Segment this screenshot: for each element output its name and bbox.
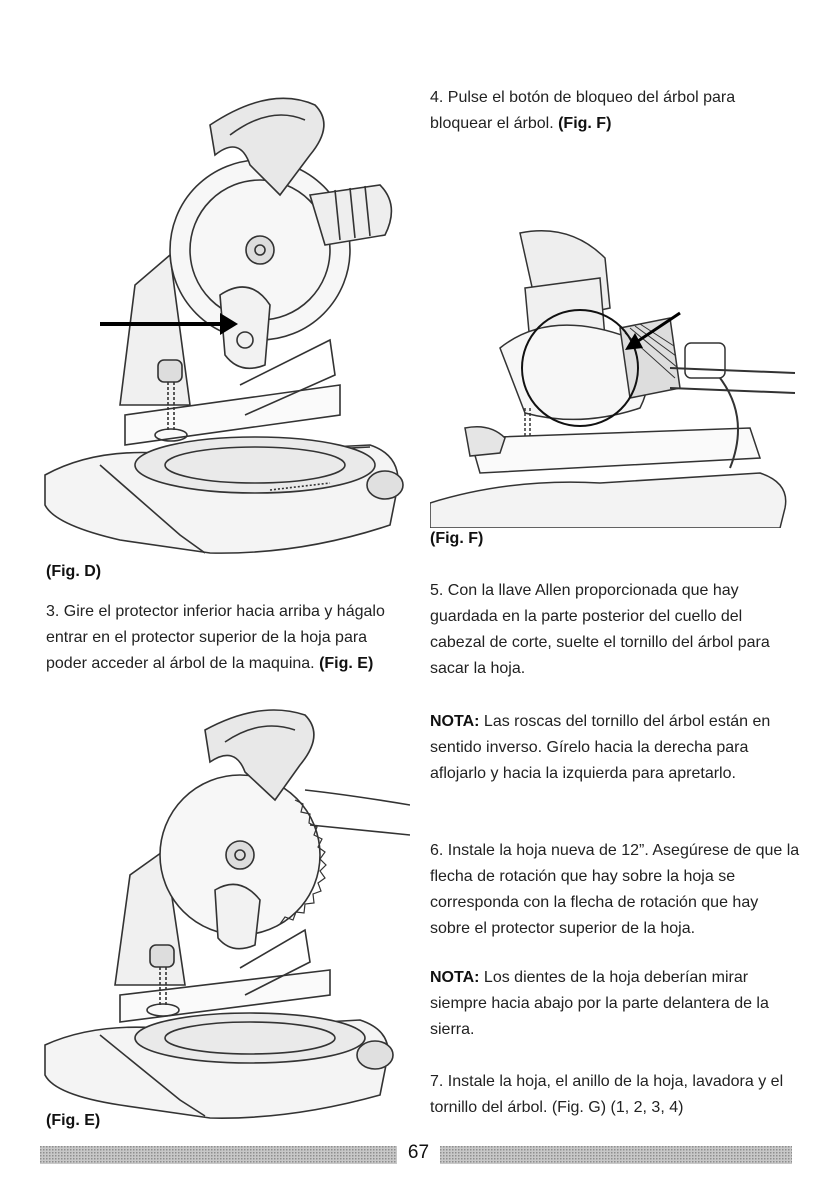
step-5-text: 5. Con la llave Allen proporcionada que hay guardada en la parte posterior del cuello del cabezal de corte, suelte el tornillo del árbol para sacar la hoja. [430,582,770,677]
note-1-text [430,709,780,787]
footer-pattern-right-svg [440,1146,792,1164]
figure-f-arbor-lock [430,228,800,528]
step-3-body: 3. Gire el protector inferior hacia arriba y hágalo entrar en el protector superior de la hoja para poder acceder al árbol de la maquina. [46,603,385,672]
note-2-label: NOTA: [430,969,480,986]
fig-d-caption: (Fig. D) [46,563,102,580]
step-4-text [430,85,800,137]
note-1-label: NOTA: [430,713,480,730]
note-2-text [430,965,790,1043]
step-4-body: 4. Pulse el botón de bloqueo del árbol para bloquear el árbol. [430,89,736,132]
step-6-text: 6. Instale la hoja nueva de 12”. Asegúrese de que la flecha de rotación que hay sobre la hoja se corresponda con la flecha de rotación que hay sobre el protector superior de la hoja. [430,842,800,937]
footer-pattern-left-svg [40,1146,397,1164]
step-4-fig-ref: (Fig. F) [558,115,612,132]
step-3-fig-ref: (Fig. E) [319,655,374,672]
miter-saw-illustration-e [40,700,410,1120]
figure-d-miter-saw [40,85,410,555]
step-7-text: 7. Instale la hoja, el anillo de la hoja, lavadora y el tornillo del árbol. (Fig. G) (1, 2, 3, 4) [430,1073,784,1116]
fig-e-caption: (Fig. E) [46,1112,101,1129]
footer-pattern-left [40,1146,397,1164]
footer-pattern-right [440,1146,792,1164]
fig-f-caption: (Fig. F) [430,530,484,547]
note-1-body: Las roscas del tornillo del árbol están en sentido inverso. Gírelo hacia la derecha para aflojarlo y hacia la izquierda para apretarlo. [430,713,771,782]
miter-saw-illustration-d [40,85,410,555]
arbor-lock-illustration-f [430,228,800,528]
step-3-text [46,599,386,677]
figure-e-miter-saw [40,700,410,1120]
page-number: 67 [407,1142,430,1163]
note-2-body: Los dientes de la hoja deberían mirar siempre hacia abajo por la parte delantera de la sierra. [430,969,769,1038]
